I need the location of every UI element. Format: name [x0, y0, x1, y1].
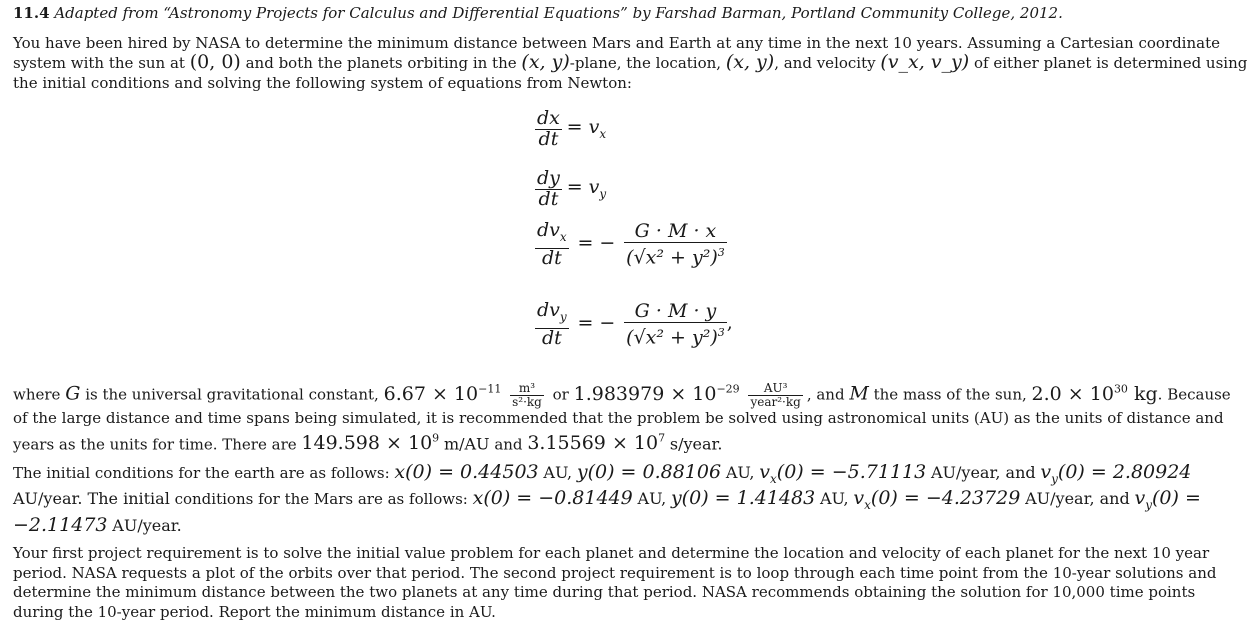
year-value-exp: 7 [658, 431, 666, 445]
eq4-rhs-denominator: $(√x^2 + y^2)^3$ [626, 325, 725, 349]
problem-header [13, 4, 1249, 24]
year-value [527, 432, 665, 454]
earth-y0-unit: AU, [725, 462, 755, 482]
intro-paragraph [13, 34, 1249, 94]
earth-vy0-symbol: v [1040, 460, 1052, 483]
eq2-rhs-sub: y [599, 187, 607, 202]
intro-text-3: -plane, the location, [569, 54, 722, 73]
eq4-rhs-power: 3 [717, 325, 725, 339]
mars-x0-unit: AU, [637, 489, 667, 509]
eq1-rhs-text: = v [566, 116, 600, 139]
g-value-au-base: 1.983979 × 10 [573, 382, 717, 405]
eq4-rhs-fraction [624, 302, 727, 348]
eq2-rhs-text: = v [566, 176, 600, 199]
au-value [301, 432, 439, 454]
mars-x0: x(0) = −0.81449 [472, 487, 633, 510]
earth-vx0-sub: x [770, 471, 777, 486]
eq3-rhs-numerator: G · M · x [624, 222, 727, 243]
plane-math: (x, y) [521, 51, 570, 74]
earth-vy0 [1040, 460, 1192, 486]
eq4-rhs-root: √x² + y² [633, 326, 711, 349]
g-value-base: 6.67 × 10 [383, 382, 479, 405]
earth-y0: y(0) = 0.88106 [576, 460, 722, 483]
eq3-rhs-fraction [624, 222, 727, 268]
g-value-au [574, 383, 740, 405]
g-value-exp: −11 [478, 382, 502, 396]
problem-number: 11.4 [13, 4, 50, 22]
and-text: and [494, 435, 523, 454]
g-value-au-exp: −29 [716, 382, 740, 396]
earth-vx0-symbol: v [759, 460, 771, 483]
mars-y0-unit: AU, [819, 489, 849, 509]
intro-text-2: and both the planets orbiting in the [245, 54, 517, 73]
dy-dt-fraction [535, 169, 562, 209]
intro-text-1: You have been hired by NASA to determine the minimum distance between Mars and Earth at any time in the next 10 years. Assuming a Cartesian coordinate system with the sun at [13, 33, 1220, 73]
g-unit-den: s²·kg [512, 395, 542, 410]
g-unit-num: m³ [510, 382, 544, 396]
g-unit-au-num: AU³ [748, 382, 802, 396]
g-unit [510, 382, 544, 409]
g-unit-au [748, 382, 802, 409]
eq1-denominator: dt [538, 127, 559, 150]
eq3-rhs-power: 3 [717, 245, 725, 259]
g-value [384, 383, 502, 405]
m-value-unit: kg [1133, 382, 1158, 405]
eq1-numerator: dx [537, 107, 560, 130]
problem-citation: Adapted from “Astronomy Projects for Calculus and Differential Equations” by Farshad Barman, Portland Community College, 2012. [54, 4, 1063, 22]
earth-intro: The initial conditions for the earth are as follows: [13, 463, 390, 482]
eq2-denominator: dt [538, 187, 559, 210]
dx-dt-fraction [535, 109, 562, 149]
mars-vx0 [853, 487, 1021, 512]
eq1-rhs [566, 116, 607, 142]
eq4-rhs-numerator: G · M · y [624, 302, 727, 323]
equation-dx [535, 109, 606, 149]
earth-vx0-value: (0) = −5.71113 [776, 460, 927, 483]
eq4-trailing-comma: , [726, 311, 733, 334]
intro-text-4: , and velocity [774, 54, 876, 73]
year-unit: s/year. [669, 434, 723, 454]
dvy-dt-fraction [535, 301, 569, 348]
earth-x0-unit: AU, [543, 462, 573, 482]
mars-vx0-unit: AU/year, and [1025, 489, 1130, 509]
eq3-rhs-root: √x² + y² [633, 246, 711, 269]
g-symbol: G [65, 382, 81, 405]
eq4-denominator: dt [541, 326, 562, 349]
year-value-base: 3.15569 × 10 [527, 432, 659, 455]
const-text-4: the mass of the sun, [873, 385, 1027, 404]
mars-vx0-value: (0) = −4.23729 [870, 487, 1021, 510]
eq3-denominator: dt [541, 246, 562, 269]
earth-x0: x(0) = 0.44503 [394, 460, 539, 483]
m-value [1032, 383, 1158, 405]
constants-paragraph [13, 379, 1249, 454]
mars-intro: conditions for the Mars are as follows: [174, 490, 468, 509]
location-math: (x, y) [725, 51, 775, 74]
intro-text-5: of either planet is determined using the initial conditions and solving the following system of equations from Newton: [13, 54, 1248, 92]
g-unit-au-den: year²·kg [750, 395, 801, 410]
earth-vy0-value: (0) = 2.80924 [1057, 460, 1192, 483]
au-unit: m/AU [443, 434, 490, 454]
equation-system [13, 101, 1249, 379]
m-value-exp: 30 [1113, 382, 1128, 396]
eq1-rhs-sub: x [599, 127, 607, 142]
eq3-num-text: dv [537, 219, 560, 242]
equation-dy [535, 169, 606, 209]
mars-vy0-symbol: v [1134, 487, 1146, 510]
equation-dvx [535, 221, 727, 268]
earth-vy0-sub: y [1051, 471, 1058, 486]
const-text-1: where [13, 385, 61, 404]
m-value-base: 2.0 × 10 [1031, 382, 1114, 405]
eq3-rhs-denominator: $(√x^2 + y^2)^3$ [626, 245, 725, 269]
or-text: or [552, 385, 569, 404]
requirements-paragraph: Your first project requirement is to solve the initial value problem for each planet and determine the location and velocity of each planet for the next 10 year period. NASA requests a plot of the orbits over that period. The second project requirement is to loop through each time point from the 10-year solutions and determine the minimum distance between the two planets at any time during that period. NASA recommends obtaining the solution for 10,000 time points during the 10-year period. Report the minimum distance in AU. [13, 544, 1217, 621]
eq4-num-text: dv [537, 299, 560, 322]
mars-y0: y(0) = 1.41483 [670, 487, 816, 510]
eq3-num-sub: x [559, 230, 567, 245]
velocity-math: (v_x, v_y) [880, 51, 970, 74]
mars-vx0-symbol: v [853, 487, 865, 510]
eq4-equals: = − [577, 311, 616, 334]
earth-vx0-unit: AU/year, and [930, 462, 1036, 482]
mars-vx0-sub: x [864, 497, 871, 512]
mars-vy0-unit: AU/year. [112, 515, 182, 535]
mars-vy0-value: (0) = −2.11473 [13, 487, 1201, 536]
earth-vy0-unit: AU/year. The initial [13, 489, 170, 509]
mars-vy0-sub: y [1145, 497, 1153, 512]
eq4-num-sub: y [559, 310, 567, 325]
eq4-numerator [535, 301, 569, 328]
const-text-5: . Because of the large distance and time spans being simulated, it is recommended that the problem be solved using astronomical units (AU) as the units of distance and years as the units for time. There are [13, 385, 1231, 454]
eq3-equals: = − [577, 231, 616, 254]
origin-math: (0, 0) [189, 51, 241, 74]
eq2-rhs [566, 176, 607, 202]
au-value-exp: 9 [432, 431, 440, 445]
eq2-numerator: dy [537, 167, 560, 190]
au-value-base: 149.598 × 10 [301, 432, 433, 455]
initial-conditions-paragraph [13, 460, 1249, 536]
const-text-3: , and [806, 385, 845, 404]
m-symbol: M [849, 382, 869, 405]
equation-dvy [535, 301, 733, 348]
dvx-dt-fraction [535, 221, 569, 268]
earth-vx0 [759, 460, 927, 486]
eq3-numerator [535, 221, 569, 248]
const-text-2: is the universal gravitational constant, [85, 385, 379, 404]
